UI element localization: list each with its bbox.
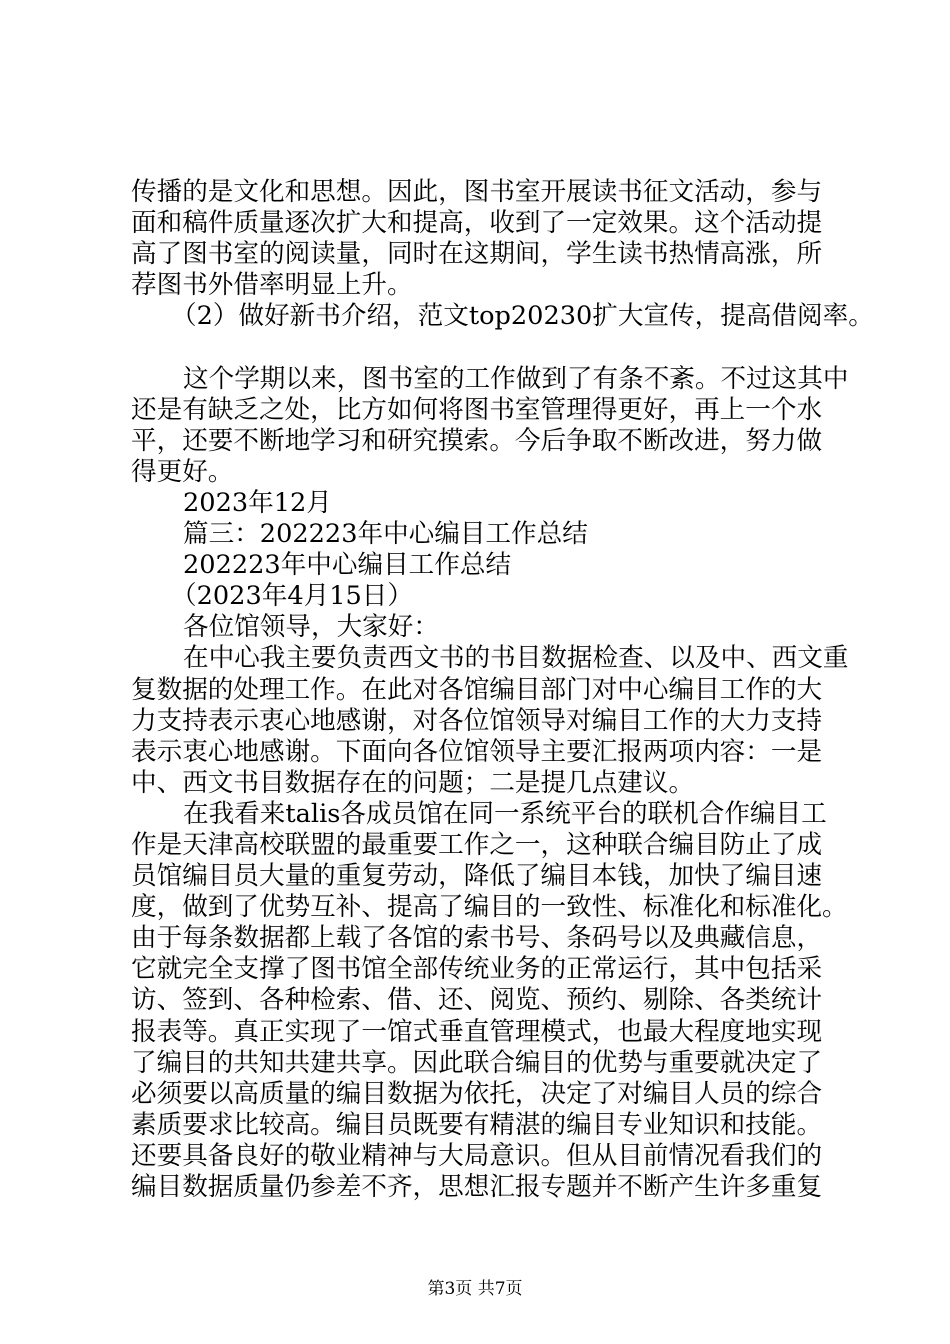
text-line: 访、签到、各种检索、借、还、阅览、预约、剔除、各类统计	[131, 985, 823, 1016]
text-line: 在我看来talis各成员馆在同一系统平台的联机合作编目工	[183, 798, 827, 829]
text-line: 在中心我主要负责西文书的书目数据检查、以及中、西文重	[183, 643, 849, 674]
text-line: 必须要以高质量的编目数据为依托，决定了对编目人员的综合	[131, 1078, 823, 1109]
text-line: 还是有缺乏之处，比方如何将图书室管理得更好，再上一个水	[131, 394, 823, 425]
date-line: 2023年12月	[183, 487, 332, 518]
page-number-label: 第3页 共7页	[427, 1279, 523, 1299]
text-line: 这个学期以来，图书室的工作做到了有条不紊。不过这其中	[183, 363, 849, 394]
blank-line	[131, 332, 851, 363]
text-line: 高了图书室的阅读量，同时在这期间，学生读书热情高涨，所	[131, 239, 823, 270]
text-line: 传播的是文化和思想。因此，图书室开展读书征文活动，参与	[131, 177, 823, 207]
section-heading: 篇三：202223年中心编目工作总结	[183, 519, 588, 550]
text-line: 了编目的共知共建共享。因此联合编目的优势与重要就决定了	[131, 1047, 823, 1078]
text-line: 表示衷心地感谢。下面向各位馆领导主要汇报两项内容：一是	[131, 736, 823, 767]
text-line: 还要具备良好的敬业精神与大局意识。但从目前情况看我们的	[131, 1140, 823, 1171]
document-title: 202223年中心编目工作总结	[183, 550, 512, 581]
text-line: 度，做到了优势互补、提高了编目的一致性、标准化和标准化。	[131, 892, 848, 923]
text-line: 编目数据质量仍参差不齐，思想汇报专题并不断产生许多重复	[131, 1172, 823, 1202]
text-line: 平，还要不断地学习和研究摸索。今后争取不断改进，努力做	[131, 425, 823, 456]
page-footer	[0, 1274, 950, 1299]
text-line: 得更好。	[131, 456, 234, 487]
text-line: 素质要求比较高。编目员既要有精湛的编目专业知识和技能。	[131, 1109, 823, 1140]
text-line: 中、西文书目数据存在的问题；二是提几点建议。	[131, 767, 695, 798]
text-line: 报表等。真正实现了一馆式垂直管理模式，也最大程度地实现	[131, 1016, 823, 1047]
text-line: （2）做好新书介绍，范文top20230扩大宣传，提高借阅率。	[171, 301, 874, 332]
date-line: （2023年4月15日）	[171, 581, 413, 612]
text-line: 它就完全支撑了图书馆全部传统业务的正常运行，其中包括采	[131, 954, 823, 985]
text-line: 力支持表示衷心地感谢，对各位馆领导对编目工作的大力支持	[131, 705, 823, 736]
document-body	[131, 177, 874, 1203]
text-line: 荐图书外借率明显上升。	[131, 270, 413, 301]
text-line: 由于每条数据都上载了各馆的索书号、条码号以及典藏信息，	[131, 923, 823, 954]
salutation: 各位馆领导，大家好：	[183, 612, 439, 643]
text-line: 员馆编目员大量的重复劳动，降低了编目本钱，加快了编目速	[131, 861, 823, 892]
text-line: 面和稿件质量逐次扩大和提高，收到了一定效果。这个活动提	[131, 208, 823, 239]
text-line: 复数据的处理工作。在此对各馆编目部门对中心编目工作的大	[131, 674, 823, 705]
text-line: 作是天津高校联盟的最重要工作之一，这种联合编目防止了成	[131, 829, 823, 860]
